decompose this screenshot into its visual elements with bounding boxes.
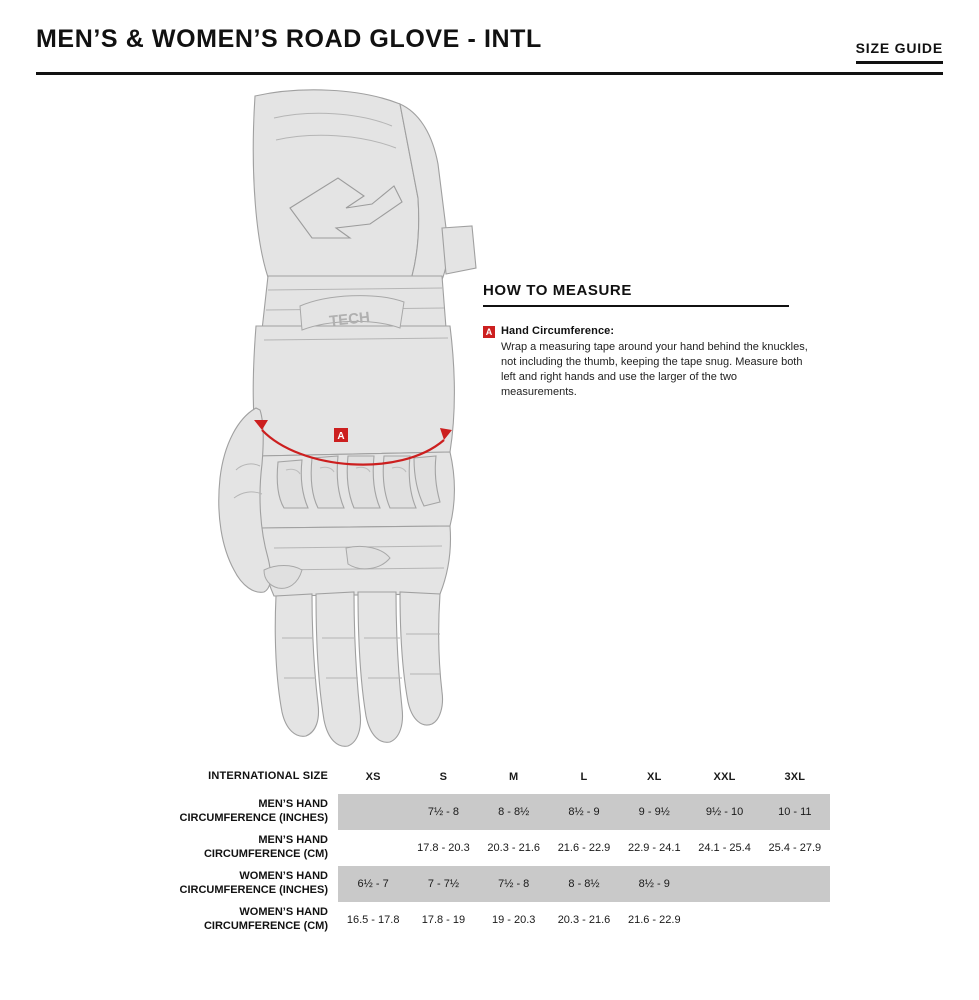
row-label: MEN’S HAND CIRCUMFERENCE (CM) bbox=[203, 834, 328, 860]
table-row bbox=[150, 866, 830, 902]
table-cell: 9 - 9½ bbox=[619, 794, 689, 830]
how-to-measure-section bbox=[483, 282, 813, 399]
table-cell: 19 - 20.3 bbox=[479, 902, 549, 938]
table-row bbox=[150, 902, 830, 938]
column-header-0: INTERNATIONAL SIZE bbox=[208, 770, 328, 783]
size-table bbox=[150, 760, 830, 938]
size-guide-block bbox=[856, 26, 943, 64]
table-cell: 21.6 - 22.9 bbox=[619, 902, 689, 938]
column-header-3: M bbox=[509, 771, 519, 783]
column-header-7: 3XL bbox=[784, 771, 806, 783]
size-table-wrapper bbox=[150, 760, 830, 938]
table-cell: 21.6 - 22.9 bbox=[549, 830, 619, 866]
column-header-4: L bbox=[580, 771, 588, 783]
measure-item-a bbox=[483, 325, 813, 338]
table-cell: 7½ - 8 bbox=[479, 866, 549, 902]
table-row bbox=[150, 830, 830, 866]
table-cell: 7 - 7½ bbox=[408, 866, 478, 902]
table-cell: 17.8 - 19 bbox=[408, 902, 478, 938]
page-title: MEN’S & WOMEN’S ROAD GLOVE - INTL bbox=[36, 25, 542, 53]
row-label: WOMEN’S HAND CIRCUMFERENCE (INCHES) bbox=[179, 870, 328, 896]
table-cell: 20.3 - 21.6 bbox=[479, 830, 549, 866]
table-cell: 10 - 11 bbox=[760, 794, 830, 830]
table-cell: 9½ - 10 bbox=[689, 794, 759, 830]
table-cell bbox=[760, 866, 830, 902]
glove-illustration bbox=[150, 78, 610, 758]
measure-label-hand-circumference: Hand Circumference: bbox=[501, 325, 615, 337]
table-cell: 8½ - 9 bbox=[619, 866, 689, 902]
row-label: WOMEN’S HAND CIRCUMFERENCE (CM) bbox=[203, 906, 328, 932]
table-cell: 7½ - 8 bbox=[408, 794, 478, 830]
glove-logo-text: TECH bbox=[328, 308, 371, 331]
size-guide-underline bbox=[856, 61, 943, 64]
table-cell bbox=[689, 902, 759, 938]
table-cell: 8 - 8½ bbox=[479, 794, 549, 830]
table-cell: 8 - 8½ bbox=[549, 866, 619, 902]
table-cell: 20.3 - 21.6 bbox=[549, 902, 619, 938]
column-header-6: XXL bbox=[713, 771, 736, 783]
table-row bbox=[150, 794, 830, 830]
table-cell: 24.1 - 25.4 bbox=[689, 830, 759, 866]
how-to-measure-divider bbox=[483, 305, 789, 307]
table-cell bbox=[338, 794, 408, 830]
how-to-measure-heading: HOW TO MEASURE bbox=[483, 282, 632, 299]
table-cell bbox=[338, 830, 408, 866]
table-cell: 17.8 - 20.3 bbox=[408, 830, 478, 866]
row-label: MEN’S HAND CIRCUMFERENCE (INCHES) bbox=[179, 798, 328, 824]
size-guide-label: SIZE GUIDE bbox=[855, 40, 943, 56]
page-header bbox=[0, 0, 979, 64]
measure-badge-a: A bbox=[483, 326, 495, 338]
table-header-row bbox=[150, 760, 830, 794]
table-cell: 16.5 - 17.8 bbox=[338, 902, 408, 938]
title-divider bbox=[36, 72, 943, 75]
column-header-1: XS bbox=[365, 771, 381, 783]
column-header-5: XL bbox=[647, 771, 662, 783]
table-cell: 8½ - 9 bbox=[549, 794, 619, 830]
table-cell: 6½ - 7 bbox=[338, 866, 408, 902]
table-cell: 22.9 - 24.1 bbox=[619, 830, 689, 866]
column-header-2: S bbox=[439, 771, 448, 783]
svg-text:A: A bbox=[337, 431, 345, 442]
table-cell bbox=[760, 902, 830, 938]
table-cell bbox=[689, 866, 759, 902]
measure-description: Wrap a measuring tape around your hand behind the knuckles, not including the thumb, keeping the tape snug. Measure both left and right hands and use the larger of the two measurements. bbox=[501, 341, 808, 398]
table-cell: 25.4 - 27.9 bbox=[760, 830, 830, 866]
